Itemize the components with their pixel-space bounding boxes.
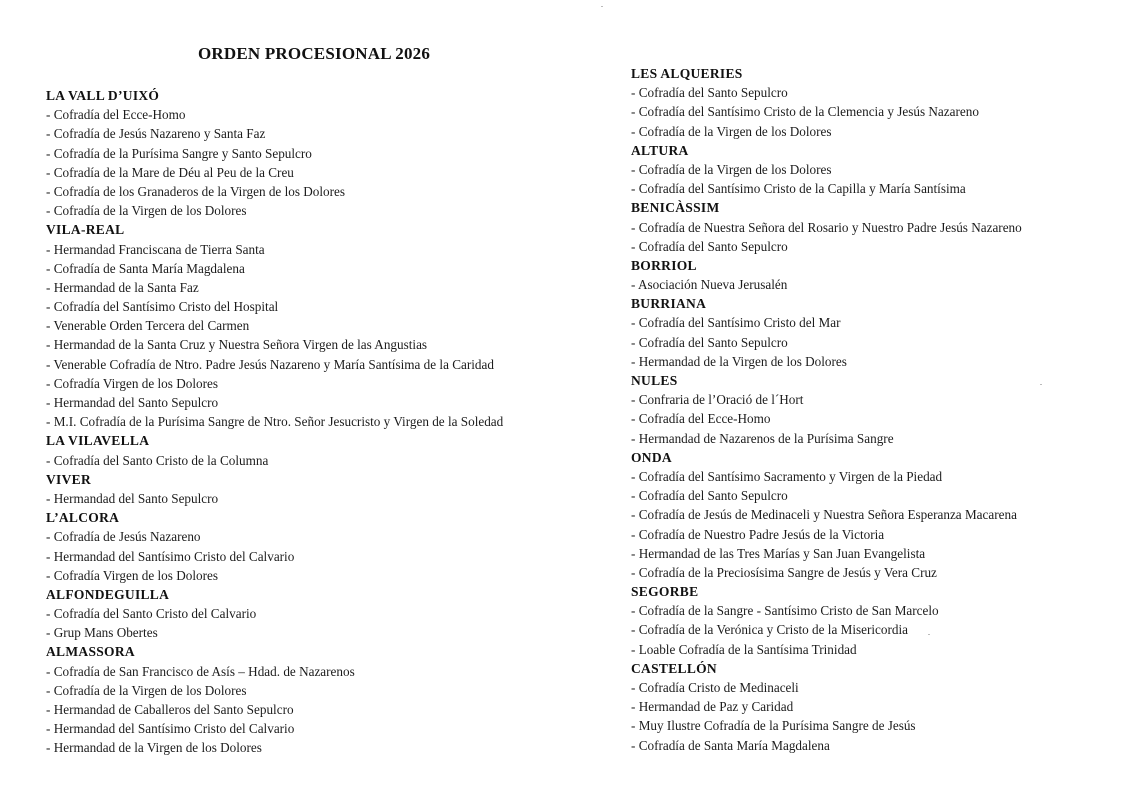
brotherhood-item: - Cofradía de los Granaderos de la Virgen de los Dolores: [46, 183, 346, 199]
brotherhood-item: - Loable Cofradía de la Santísima Trinidad: [631, 641, 857, 657]
brotherhood-item: - Muy Ilustre Cofradía de la Purísima Sangre de Jesús: [631, 718, 916, 734]
right-column: [631, 64, 1145, 755]
brotherhood-item: - Cofradía del Santo Sepulcro: [631, 334, 788, 350]
page-title: ORDEN PROCESIONAL 2026: [198, 44, 431, 63]
town-heading: ALTURA: [631, 142, 689, 158]
brotherhood-item: - Cofradía de la Sangre - Santísimo Cristo de San Marcelo: [631, 603, 939, 619]
town-heading: SEGORBE: [631, 584, 699, 600]
brotherhood-item: - Hermandad de Paz y Caridad: [631, 699, 794, 715]
brotherhood-item: - Hermandad de las Tres Marías y San Juan Evangelista: [631, 545, 926, 561]
brotherhood-item: - Cofradía de la Virgen de los Dolores: [46, 203, 247, 219]
brotherhood-item: - Hermandad del Santísimo Cristo del Calvario: [46, 548, 295, 564]
brotherhood-item: - Cofradía Virgen de los Dolores: [46, 375, 218, 391]
left-column: [46, 86, 566, 758]
brotherhood-item: - Grup Mans Obertes: [46, 625, 158, 641]
brotherhood-item: - Cofradía de Jesús Nazareno y Santa Faz: [46, 126, 266, 142]
brotherhood-item: - Cofradía de la Purísima Sangre y Santo Sepulcro: [46, 145, 312, 161]
brotherhood-item: - Cofradía del Santo Sepulcro: [631, 488, 788, 504]
town-heading: ONDA: [631, 449, 672, 465]
brotherhood-item: - Asociación Nueva Jerusalén: [631, 277, 788, 293]
brotherhood-item: - Cofradía del Ecce-Homo: [631, 411, 771, 427]
brotherhood-item: - Hermandad de la Santa Cruz y Nuestra Señora Virgen de las Angustias: [46, 337, 428, 353]
brotherhood-item: - Cofradía del Santísimo Cristo de la Capilla y María Santísima: [631, 181, 966, 197]
town-heading: BORRIOL: [631, 257, 697, 273]
brotherhood-item: - Hermandad del Santísimo Cristo del Calvario: [46, 721, 295, 737]
brotherhood-item: - Venerable Cofradía de Ntro. Padre Jesús Nazareno y María Santísima de la Caridad: [46, 356, 494, 372]
brotherhood-item: - Cofradía del Santo Cristo del Calvario: [46, 606, 257, 622]
brotherhood-item: - Hermandad de la Virgen de los Dolores: [46, 740, 262, 756]
town-heading: NULES: [631, 373, 678, 388]
town-heading: CASTELLÓN: [631, 660, 717, 676]
brotherhood-item: - Cofradía del Santo Sepulcro: [631, 238, 788, 254]
town-heading: LA VALL D’UIXÓ: [46, 88, 160, 103]
brotherhood-item: - Hermandad de Caballeros del Santo Sepulcro: [46, 702, 294, 717]
town-heading: ALMASSORA: [46, 644, 135, 660]
brotherhood-item: - Cofradía del Santísimo Cristo del Hospital: [46, 299, 279, 315]
brotherhood-item: - Cofradía del Santo Sepulcro: [631, 85, 788, 101]
town-heading: ALFONDEGUILLA: [46, 586, 170, 602]
brotherhood-item: - Cofradía Cristo de Medinaceli: [631, 680, 799, 695]
brotherhood-item: - Hermandad de Nazarenos de la Purísima Sangre: [631, 430, 894, 446]
scan-speck: [1040, 384, 1042, 385]
scan-speck: [928, 634, 930, 635]
brotherhood-item: - Cofradía del Ecce-Homo: [46, 107, 186, 123]
brotherhood-item: - Cofradía de la Virgen de los Dolores: [631, 161, 832, 177]
brotherhood-item: - Hermandad del Santo Sepulcro: [46, 490, 219, 506]
brotherhood-item: - Cofradía de la Mare de Déu al Peu de la Creu: [46, 164, 294, 180]
brotherhood-item: - Cofradía de Nuestra Señora del Rosario y Nuestro Padre Jesús Nazareno: [631, 219, 1022, 235]
brotherhood-item: - Cofradía de San Francisco de Asís – Hdad. de Nazarenos: [46, 663, 355, 679]
brotherhood-item: - Cofradía de la Preciosísima Sangre de Jesús y Vera Cruz: [631, 564, 937, 580]
brotherhood-item: - Cofradía del Santísimo Cristo del Mar: [631, 315, 841, 331]
town-heading: LA VILAVELLA: [46, 433, 150, 449]
brotherhood-item: - Confraria de l’Oració de l´Hort: [631, 392, 804, 408]
town-heading: VILA-REAL: [46, 222, 125, 238]
brotherhood-item: - Cofradía de Jesús de Medinaceli y Nuestra Señora Esperanza Macarena: [631, 507, 1017, 523]
brotherhood-item: - Venerable Orden Tercera del Carmen: [46, 318, 250, 334]
brotherhood-item: - Cofradía del Santo Cristo de la Columna: [46, 452, 269, 468]
brotherhood-item: - Hermandad de la Santa Faz: [46, 279, 199, 295]
brotherhood-item: - Cofradía de Nuestro Padre Jesús de la Victoria: [631, 526, 885, 542]
brotherhood-item: - Cofradía del Santísimo Cristo de la Clemencia y Jesús Nazareno: [631, 104, 979, 120]
brotherhood-item: - Cofradía de Santa María Magdalena: [46, 260, 245, 276]
brotherhood-item: - Cofradía de la Virgen de los Dolores: [631, 123, 832, 139]
brotherhood-item: - Hermandad Franciscana de Tierra Santa: [46, 241, 265, 257]
town-heading: LES ALQUERIES: [631, 66, 743, 81]
brotherhood-item: - Cofradía de la Virgen de los Dolores: [46, 682, 247, 698]
brotherhood-item: - Cofradía de Jesús Nazareno: [46, 529, 201, 545]
brotherhood-item: - Cofradía de la Verónica y Cristo de la Misericordia: [631, 622, 908, 638]
brotherhood-item: - Cofradía de Santa María Magdalena: [631, 737, 830, 753]
brotherhood-item: - Cofradía Virgen de los Dolores: [46, 567, 218, 583]
brotherhood-item: - Cofradía del Santísimo Sacramento y Virgen de la Piedad: [631, 468, 943, 484]
town-heading: L’ALCORA: [46, 510, 120, 526]
town-heading: BURRIANA: [631, 296, 707, 312]
scan-speck: [601, 6, 603, 7]
brotherhood-item: - M.I. Cofradía de la Purísima Sangre de Ntro. Señor Jesucristo y Virgen de la Soledad: [46, 414, 504, 430]
town-heading: VIVER: [46, 471, 92, 487]
brotherhood-item: - Hermandad de la Virgen de los Dolores: [631, 353, 847, 369]
brotherhood-item: - Hermandad del Santo Sepulcro: [46, 395, 219, 410]
town-heading: BENICÀSSIM: [631, 200, 720, 216]
